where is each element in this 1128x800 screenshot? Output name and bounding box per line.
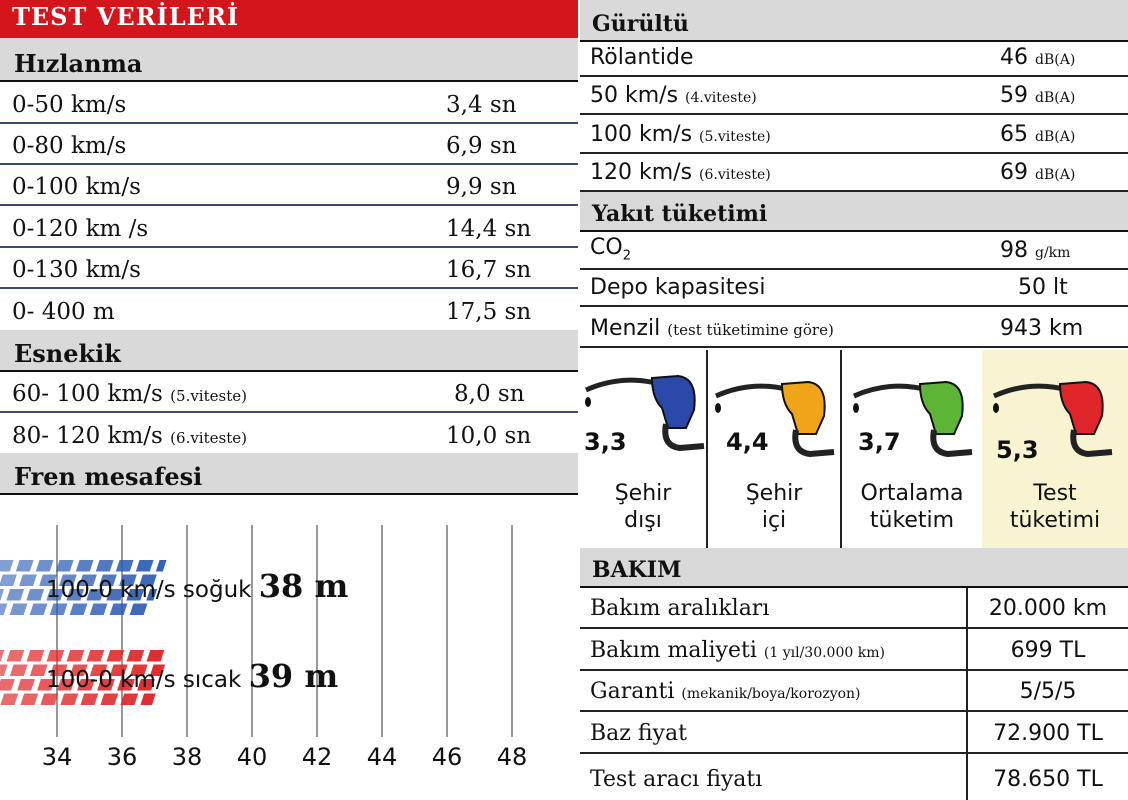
table-row — [0, 82, 578, 124]
tread-block — [30, 604, 48, 616]
table-row — [580, 154, 1128, 192]
row-label: 0-50 km/s — [12, 92, 127, 118]
row-label: Garanti (mekanik/boya/korozyon) — [590, 679, 861, 704]
tread-block — [0, 575, 17, 587]
row-value: 6,9 sn — [446, 133, 517, 159]
table-row — [580, 77, 1128, 115]
bar-label: 100-0 km/s soğuk 38 m — [46, 567, 349, 605]
fren-header-label: Fren mesafesi — [14, 462, 203, 491]
table-column-divider — [966, 588, 968, 800]
bakim-header — [580, 548, 1128, 588]
x-tick-label: 38 — [171, 743, 203, 771]
table-row — [0, 248, 578, 289]
fuel-label: Test tüketimi — [1009, 481, 1101, 533]
row-label: Menzil (test tüketimine göre) — [590, 316, 834, 341]
tread-block — [19, 575, 37, 587]
table-row — [0, 372, 578, 413]
row-label: 0-80 km/s — [12, 133, 127, 159]
fuel-cell-urban — [708, 350, 842, 548]
tread-block — [140, 694, 155, 706]
fuel-cell-average — [842, 350, 982, 548]
table-row — [580, 671, 1128, 712]
tread-block — [0, 604, 7, 616]
row-value: 65 dB(A) — [1000, 122, 1076, 147]
x-tick-label: 46 — [431, 743, 463, 771]
tread-block — [110, 604, 128, 616]
row-value: 59 dB(A) — [1000, 83, 1076, 108]
row-label: Bakım aralıkları — [590, 596, 770, 621]
tread-block — [40, 694, 58, 706]
tread-block — [80, 694, 98, 706]
row-label: 60- 100 km/s (5.viteste) — [12, 381, 247, 407]
row-label: Bakım maliyeti (1 yıl/30.000 km) — [590, 638, 885, 663]
page-title-bar — [0, 0, 578, 38]
fuel-value: 4,4 — [726, 428, 769, 456]
fuel-label: Ortalama tüketim — [860, 481, 964, 533]
row-label: 0-100 km/s — [12, 174, 141, 200]
tread-block — [130, 604, 148, 616]
row-value: 943 km — [1000, 316, 1084, 341]
tread-block — [87, 650, 105, 662]
row-label: 100 km/s (5.viteste) — [590, 122, 771, 147]
tread-block — [26, 589, 44, 601]
table-row — [580, 42, 1128, 77]
tread-block — [56, 560, 74, 572]
fuel-consumption-panel — [580, 350, 1128, 548]
row-value: 3,4 sn — [446, 92, 517, 118]
row-value: 72.900 TL — [993, 721, 1103, 746]
tread-block — [27, 650, 45, 662]
tread-block — [156, 560, 167, 572]
table-row — [0, 165, 578, 206]
table-row — [0, 289, 578, 329]
tread-block — [0, 679, 15, 691]
row-value: 17,5 sn — [446, 299, 532, 325]
table-row — [580, 588, 1128, 629]
tread-block — [96, 560, 114, 572]
table-row — [580, 232, 1128, 270]
x-tick-label: 34 — [41, 743, 73, 771]
tread-block — [6, 589, 24, 601]
tread-block — [0, 589, 4, 601]
table-row — [580, 307, 1128, 348]
yakit-header-label: Yakıt tüketimi — [592, 201, 768, 227]
hizlanma-header — [0, 38, 578, 82]
tread-block — [0, 560, 14, 572]
row-value: 14,4 sn — [446, 216, 532, 242]
fren-header — [0, 453, 578, 495]
fuel-value: 3,3 — [584, 428, 627, 456]
tread-block — [10, 604, 28, 616]
tread-block — [47, 650, 65, 662]
yakit-header — [580, 192, 1128, 232]
row-label: 120 km/s (6.viteste) — [590, 160, 771, 185]
tread-block — [76, 560, 94, 572]
row-label: $CO_2$ — [590, 234, 631, 263]
table-row — [0, 206, 578, 248]
tread-block — [0, 650, 4, 662]
esneklik-header — [0, 330, 578, 372]
tread-block — [0, 694, 18, 706]
x-tick-label: 42 — [301, 743, 333, 771]
x-tick-label: 40 — [236, 743, 268, 771]
row-value: 699 TL — [1010, 638, 1086, 663]
table-row — [580, 712, 1128, 754]
gurultu-header — [580, 0, 1128, 42]
row-value: 8,0 sn — [454, 381, 525, 407]
tread-block — [127, 650, 145, 662]
tread-block — [0, 665, 8, 677]
fuel-label: Şehir içi — [745, 481, 803, 533]
tread-block — [16, 560, 34, 572]
row-value: 20.000 km — [988, 596, 1108, 621]
row-label: Test aracı fiyatı — [590, 767, 763, 792]
row-value: 5/5/5 — [1019, 679, 1077, 704]
tread-block — [100, 694, 118, 706]
tread-block — [70, 604, 88, 616]
x-tick-label: 44 — [366, 743, 398, 771]
row-label: 0-130 km/s — [12, 257, 141, 283]
tread-block — [116, 560, 134, 572]
table-row — [580, 754, 1128, 800]
fuel-label: Şehir dışı — [614, 481, 672, 533]
row-label: 0-120 km /s — [12, 216, 149, 242]
tread-block — [147, 650, 165, 662]
fuel-value: 5,3 — [996, 436, 1039, 464]
row-value: 50 lt — [1018, 275, 1068, 300]
esneklik-header-label: Esnekik — [14, 339, 121, 368]
row-value: 9,9 sn — [446, 174, 517, 200]
row-value: 46 dB(A) — [1000, 45, 1076, 70]
gurultu-header-label: Gürültü — [592, 11, 689, 37]
table-row — [0, 413, 578, 453]
x-tick-label: 48 — [496, 743, 528, 771]
row-value: 10,0 sn — [446, 423, 532, 449]
bar-value-label: 38 m — [258, 567, 349, 605]
row-value: 69 dB(A) — [1000, 160, 1076, 185]
x-tick-label: 36 — [106, 743, 138, 771]
fuel-cell-extra-urban — [580, 350, 708, 548]
fuel-cell-test — [982, 350, 1128, 548]
bar-label: 100-0 km/s sıcak 39 m — [46, 657, 339, 695]
bar-value-label: 39 m — [248, 657, 339, 695]
row-value: 78.650 TL — [993, 767, 1103, 792]
row-value: 98 g/km — [1000, 238, 1071, 263]
tread-block — [20, 694, 38, 706]
row-label: 80- 120 km/s (6.viteste) — [12, 423, 247, 449]
tread-block — [67, 650, 85, 662]
table-row — [580, 629, 1128, 671]
tread-block — [30, 665, 48, 677]
tread-block — [136, 560, 154, 572]
table-row — [580, 270, 1128, 307]
page-title: TEST VERİLERİ — [12, 2, 240, 31]
row-label: Depo kapasitesi — [590, 275, 766, 300]
table-row — [0, 124, 578, 165]
bakim-header-label: BAKIM — [592, 557, 682, 583]
tread-block — [60, 694, 78, 706]
tread-block — [50, 604, 68, 616]
tread-block — [10, 665, 28, 677]
table-row — [580, 115, 1128, 154]
row-value: 16,7 sn — [446, 257, 532, 283]
tread-block — [90, 604, 108, 616]
row-label: 50 km/s (4.viteste) — [590, 83, 757, 108]
tread-block — [36, 560, 54, 572]
row-label: Baz fiyat — [590, 721, 687, 746]
fuel-value: 3,7 — [858, 428, 901, 456]
tread-block — [7, 650, 25, 662]
row-label: Rölantide — [590, 45, 694, 70]
row-label: 0- 400 m — [12, 299, 115, 325]
tread-block — [17, 679, 35, 691]
tread-block — [120, 694, 138, 706]
brake-distance-chart — [0, 497, 578, 800]
hizlanma-header-label: Hızlanma — [14, 49, 143, 78]
